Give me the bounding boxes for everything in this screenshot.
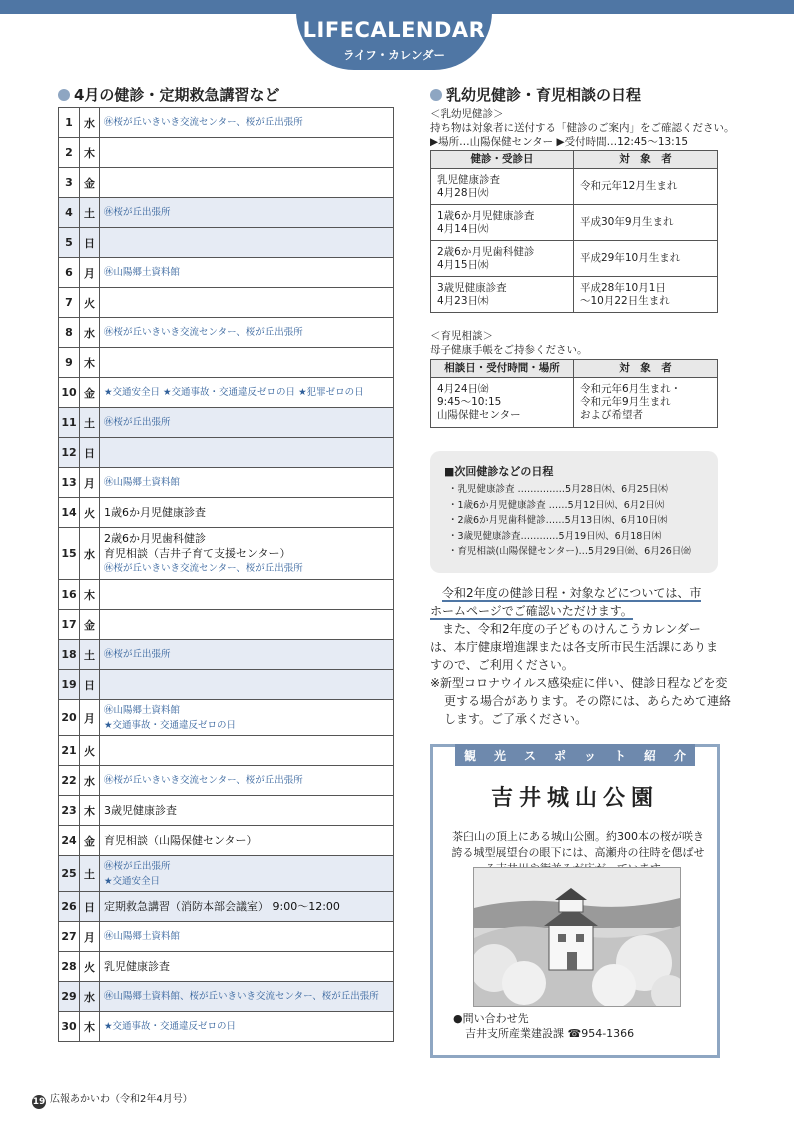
day-number: 12 [59,438,80,468]
table-cell: 令和元年12月生まれ [574,169,718,205]
weekday: 月 [80,700,100,736]
event-line: ★交通事故・交通違反ゼロの日 [104,1021,237,1032]
day-number: 16 [59,580,80,610]
event-line: 3歳児健康診査 [104,804,177,817]
event-line: 定期救急講習（消防本部会議室） 9:00～12:00 [104,900,340,913]
table-cell: 1歳6か月児健康診査 4月14日㈫ [431,205,574,241]
label-char: ッ [583,748,596,763]
event-line: ㊡桜が丘いきいき交流センター、桜が丘出張所 [104,327,303,338]
weekday: 土 [80,856,100,892]
calendar-row [59,528,394,580]
table-cell: 乳児健康診査 4月28日㈫ [431,169,574,205]
event-line: ★交通安全日 ★交通事故・交通違反ゼロの日 ★犯罪ゼロの日 [104,387,364,398]
event-line: ★交通安全日 [104,875,161,887]
label-char: ス [523,748,536,763]
schedule-item: ・2歳6か月児歯科健診……5月13日㈬、6月10日㈬ [448,515,668,526]
table-row [431,241,718,277]
day-events [100,640,394,670]
calendar-row [59,580,394,610]
day-number: 24 [59,826,80,856]
table-row [431,205,718,241]
day-number: 22 [59,766,80,796]
calendar-section-title: 4月の健診・定期救急講習など [58,84,279,105]
day-number: 2 [59,138,80,168]
day-events [100,670,394,700]
bullet-dot-icon [58,89,70,101]
weekday: 金 [80,610,100,640]
infant-place: ▶場所…山陽保健センター ▶受付時間…12:45～13:15 [430,136,689,148]
calendar-row [59,138,394,168]
weekday: 木 [80,138,100,168]
day-events [100,408,394,438]
day-events [100,610,394,640]
next-schedule-list [448,482,691,560]
next-schedule-title: ■次回健診などの日程 [444,465,554,478]
day-events [100,856,394,892]
day-number: 14 [59,498,80,528]
weekday: 火 [80,736,100,766]
calendar-row [59,258,394,288]
calendar-row [59,228,394,258]
calendar-row [59,408,394,438]
day-number: 6 [59,258,80,288]
event-line: ★交通事故・交通違反ゼロの日 [104,719,237,731]
website-note: 令和2年度の健診日程・対象などについては、市 ホームページでご確認いただけます。 [430,586,702,618]
bullet-dot-icon [430,89,442,101]
calendar-row [59,922,394,952]
weekday: 水 [80,766,100,796]
tourist-spot-label [455,744,695,766]
weekday: 日 [80,228,100,258]
day-number: 19 [59,670,80,700]
day-events [100,288,394,318]
weekday: 金 [80,168,100,198]
infant-heading: ＜乳幼児健診＞ [430,108,504,120]
header-title-en: LIFECALENDAR [302,18,486,42]
day-events [100,168,394,198]
weekday: 水 [80,108,100,138]
spot-description: 茶臼山の頂上にある城山公園。約300本の桜が咲き誇る城型展望台の眼下には、高瀬舟の往時を偲ばせ [451,830,705,859]
day-number: 23 [59,796,80,826]
contact-info [453,1011,634,1041]
calendar-row [59,378,394,408]
day-number: 3 [59,168,80,198]
event-line: ㊡桜が丘いきいき交流センター、桜が丘出張所 [104,117,303,128]
event-line: ㊡桜が丘出張所 [104,860,171,872]
weekday: 日 [80,438,100,468]
calendar-row [59,796,394,826]
consult-heading: ＜育児相談＞ [430,330,493,342]
weekday: 木 [80,1012,100,1042]
table-row [431,378,718,428]
consult-note: 母子健康手帳をご持参ください。 [430,344,588,356]
weekday: 土 [80,198,100,228]
table-header: 健診・受診日 [431,151,574,169]
publication-name: 広報あかいわ（令和2年4月号） [50,1094,193,1105]
weekday: 日 [80,670,100,700]
event-line: ㊡山陽郷土資料館 [104,477,181,488]
event-line: 1歳6か月児健康診査 [104,506,206,519]
day-number: 11 [59,408,80,438]
event-line: ㊡山陽郷土資料館 [104,267,181,278]
schedule-item: ・乳児健康診査 ……………5月28日㈭、6月25日㈭ [448,484,668,495]
table-cell: 平成30年9月生まれ [574,205,718,241]
weekday: 水 [80,982,100,1012]
day-number: 27 [59,922,80,952]
table-row [431,277,718,313]
weekday: 木 [80,580,100,610]
label-char: ポ [553,748,566,763]
day-number: 29 [59,982,80,1012]
event-line: ㊡山陽郷土資料館、桜が丘いきいき交流センター、桜が丘出張所 [104,991,379,1002]
consult-table [430,359,718,428]
weekday: 火 [80,288,100,318]
day-events [100,1012,394,1042]
header-title-jp: ライフ・カレンダー [342,48,446,62]
calendar-row [59,438,394,468]
calendar-note: また、令和2年度の子どものけんこうカレンダーは、本庁健康増進課または各支所市民生活課にありますので、ご利用ください。 [430,622,719,672]
calendar-table [58,107,394,1042]
calendar-row [59,288,394,318]
tourist-spot-box [430,744,720,1058]
table-cell: 3歳児健康診査 4月23日㈭ [431,277,574,313]
calendar-row [59,856,394,892]
day-number: 28 [59,952,80,982]
table-cell: 4月24日㈮ 9:45～10:15 山陽保健センター [431,378,574,428]
day-events [100,580,394,610]
calendar-row [59,766,394,796]
calendar-row [59,198,394,228]
event-line: ㊡桜が丘出張所 [104,649,171,660]
weekday: 日 [80,892,100,922]
label-char: ト [613,748,626,763]
day-events [100,528,394,580]
table-header: 対 象 者 [574,360,718,378]
day-events [100,348,394,378]
calendar-row [59,348,394,378]
day-events [100,736,394,766]
calendar-row [59,952,394,982]
day-events [100,258,394,288]
weekday: 月 [80,468,100,498]
table-row [431,169,718,205]
calendar-row [59,700,394,736]
contact-heading: ●問い合わせ先 [453,1012,529,1025]
table-header: 相談日・受付時間・場所 [431,360,574,378]
event-line: ㊡山陽郷土資料館 [104,704,181,716]
day-events [100,438,394,468]
day-events [100,228,394,258]
day-number: 13 [59,468,80,498]
weekday: 金 [80,826,100,856]
calendar-row [59,468,394,498]
day-events [100,700,394,736]
event-line: 育児相談（山陽保健センター） [104,834,258,847]
weekday: 土 [80,408,100,438]
table-cell: 令和元年6月生まれ・ 令和元年9月生まれ および希望者 [574,378,718,428]
day-number: 8 [59,318,80,348]
table-cell: 平成29年10月生まれ [574,241,718,277]
castle-park-photo [473,867,681,1007]
event-line: ㊡桜が丘出張所 [104,417,171,428]
day-events [100,138,394,168]
footer [32,1090,193,1109]
weekday: 火 [80,952,100,982]
day-number: 17 [59,610,80,640]
weekday: 木 [80,348,100,378]
weekday: 木 [80,796,100,826]
day-events [100,498,394,528]
day-events [100,108,394,138]
weekday: 火 [80,498,100,528]
covid-note: ※新型コロナウイルス感染症に伴い、健診日程などを変更する場合があります。その際には、あらためて連絡します。ご了承ください。 [430,676,732,726]
calendar-row [59,826,394,856]
day-events [100,826,394,856]
day-number: 4 [59,198,80,228]
day-events [100,982,394,1012]
page-number: 19 [32,1097,46,1107]
header-tab [296,12,492,70]
weekday: 月 [80,922,100,952]
label-char: 紹 [643,748,656,763]
day-events [100,378,394,408]
day-number: 9 [59,348,80,378]
event-line: 乳児健康診査 [104,960,170,973]
calendar-row [59,318,394,348]
day-number: 15 [59,528,80,580]
table-cell: 2歳6か月児歯科健診 4月15日㈬ [431,241,574,277]
day-number: 20 [59,700,80,736]
day-number: 25 [59,856,80,892]
day-events [100,198,394,228]
day-number: 10 [59,378,80,408]
calendar-row [59,498,394,528]
infant-checkup-table [430,150,718,313]
weekday: 金 [80,378,100,408]
event-line: 育児相談（吉井子育て支援センター） [104,547,291,560]
day-number: 18 [59,640,80,670]
calendar-row [59,670,394,700]
day-number: 21 [59,736,80,766]
calendar-row [59,1012,394,1042]
event-line: ㊡山陽郷土資料館 [104,931,181,942]
day-number: 1 [59,108,80,138]
calendar-row [59,982,394,1012]
calendar-row [59,892,394,922]
day-events [100,922,394,952]
weekday: 水 [80,528,100,580]
next-schedule-box [430,451,718,573]
contact-body: 吉井支所産業建設課 ☎954-1366 [465,1027,635,1040]
day-number: 30 [59,1012,80,1042]
schedule-item: ・3歳児健康診査…………5月19日㈫、6月18日㈭ [448,530,662,542]
calendar-row [59,108,394,138]
day-number: 7 [59,288,80,318]
day-number: 26 [59,892,80,922]
weekday: 土 [80,640,100,670]
table-cell: 平成28年10月1日 ～10月22日生まれ [574,277,718,313]
schedule-item: ・育児相談(山陽保健センター)…5月29日㈮、6月26日㈮ [448,546,691,557]
event-line: ㊡桜が丘出張所 [104,207,171,218]
weekday: 月 [80,258,100,288]
infant-note: 持ち物は対象者に送付する「健診のご案内」をご確認ください。 [430,122,735,134]
day-events [100,952,394,982]
day-events [100,796,394,826]
calendar-row [59,168,394,198]
table-header: 対 象 者 [574,151,718,169]
label-char: 介 [673,748,686,763]
day-events [100,892,394,922]
calendar-row [59,640,394,670]
spot-title: 吉井城山公園 [490,786,659,811]
label-char: 観 [463,748,476,763]
day-events [100,318,394,348]
event-line: ㊡桜が丘いきいき交流センター、桜が丘出張所 [104,775,303,786]
schedule-item: ・1歳6か月児健康診査 ……5月12日㈫、6月2日㈫ [448,499,665,511]
day-events [100,468,394,498]
event-line: ㊡桜が丘いきいき交流センター、桜が丘出張所 [104,563,303,574]
event-line: 2歳6か月児歯科健診 [104,532,206,545]
weekday: 水 [80,318,100,348]
day-events [100,766,394,796]
calendar-row [59,736,394,766]
checkup-section-title: 乳幼児健診・育児相談の日程 [430,84,641,105]
day-number: 5 [59,228,80,258]
label-char: 光 [493,748,506,763]
calendar-row [59,610,394,640]
